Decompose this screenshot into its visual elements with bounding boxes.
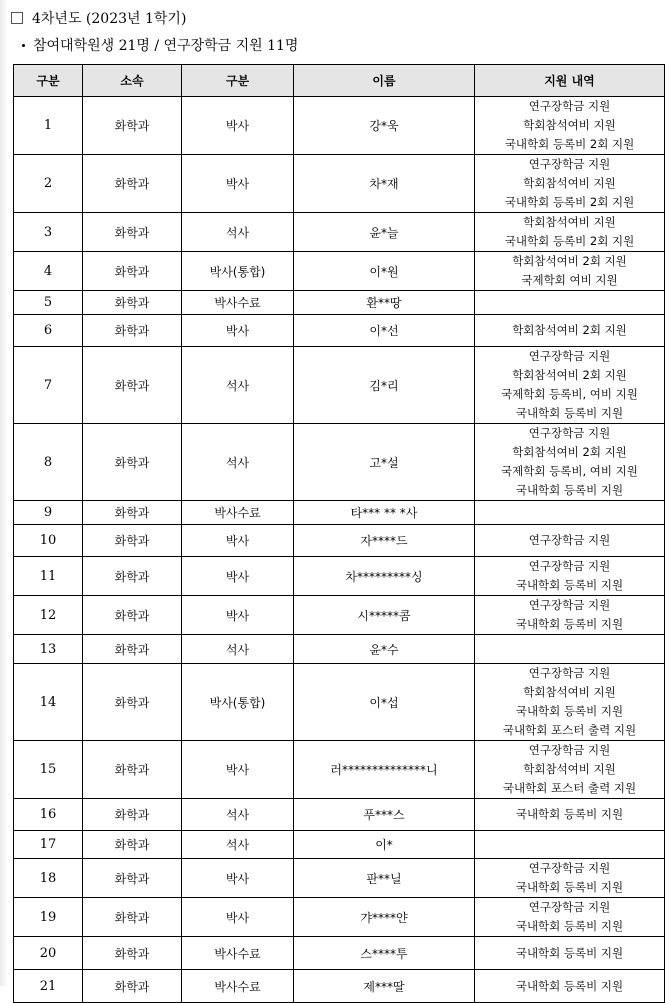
support-item: 국제학회 등록비, 여비 지원 bbox=[501, 464, 638, 478]
cell-number: 14 bbox=[14, 664, 83, 741]
cell-degree: 박사 bbox=[182, 155, 294, 213]
table-row bbox=[14, 937, 665, 970]
cell-name: 제***딸 bbox=[294, 970, 475, 1003]
cell-number: 1 bbox=[14, 97, 83, 155]
support-item: 국내학회 등록비 2회 지원 bbox=[504, 137, 635, 151]
cell-number: 15 bbox=[14, 741, 83, 799]
support-item: 학회참석여비 지원 bbox=[523, 685, 616, 699]
cell-number: 8 bbox=[14, 424, 83, 501]
support-item: 국내학회 등록비 지원 bbox=[515, 919, 624, 933]
cell-number: 13 bbox=[14, 635, 83, 664]
cell-support bbox=[475, 596, 665, 635]
cell-degree: 박사수료 bbox=[182, 970, 294, 1003]
table-row bbox=[14, 424, 665, 501]
page-edge-shade bbox=[0, 0, 8, 986]
cell-department: 화학과 bbox=[83, 252, 182, 291]
cell-number: 18 bbox=[14, 859, 83, 898]
cell-degree: 석사 bbox=[182, 831, 294, 859]
cell-name: 강*욱 bbox=[294, 97, 475, 155]
cell-support bbox=[475, 557, 665, 596]
support-item: 국내학회 등록비 지원 bbox=[515, 704, 624, 718]
header-support: 지원 내역 bbox=[475, 65, 665, 97]
cell-support bbox=[475, 635, 665, 664]
cell-number: 4 bbox=[14, 252, 83, 291]
cell-number: 3 bbox=[14, 213, 83, 252]
cell-department: 화학과 bbox=[83, 347, 182, 424]
cell-department: 화학과 bbox=[83, 898, 182, 937]
cell-department: 화학과 bbox=[83, 831, 182, 859]
cell-support bbox=[475, 347, 665, 424]
cell-support bbox=[475, 315, 665, 347]
cell-degree: 박사 bbox=[182, 97, 294, 155]
cell-number: 6 bbox=[14, 315, 83, 347]
cell-department: 화학과 bbox=[83, 799, 182, 831]
cell-degree: 박사 bbox=[182, 859, 294, 898]
cell-support bbox=[475, 859, 665, 898]
table-row bbox=[14, 501, 665, 525]
cell-degree: 석사 bbox=[182, 424, 294, 501]
support-item: 학회참석여비 2회 지원 bbox=[512, 254, 627, 268]
cell-department: 화학과 bbox=[83, 97, 182, 155]
table-row bbox=[14, 831, 665, 859]
cell-degree: 박사(통합) bbox=[182, 664, 294, 741]
cell-support bbox=[475, 898, 665, 937]
cell-name: 이* bbox=[294, 831, 475, 859]
cell-department: 화학과 bbox=[83, 155, 182, 213]
table-row bbox=[14, 664, 665, 741]
cell-support bbox=[475, 664, 665, 741]
table-header-row bbox=[14, 65, 665, 97]
support-item: 연구장학금 지원 bbox=[528, 559, 611, 573]
cell-number: 9 bbox=[14, 501, 83, 525]
cell-number: 5 bbox=[14, 291, 83, 315]
table-row bbox=[14, 97, 665, 155]
support-item: 연구장학금 지원 bbox=[528, 533, 611, 547]
cell-department: 화학과 bbox=[83, 213, 182, 252]
cell-department: 화학과 bbox=[83, 525, 182, 557]
header-department: 소속 bbox=[83, 65, 182, 97]
support-item: 연구장학금 지원 bbox=[528, 349, 611, 363]
cell-support bbox=[475, 424, 665, 501]
cell-name: 스****투 bbox=[294, 937, 475, 970]
cell-department: 화학과 bbox=[83, 596, 182, 635]
cell-degree: 박사수료 bbox=[182, 937, 294, 970]
cell-name: 윤*늘 bbox=[294, 213, 475, 252]
table-row bbox=[14, 525, 665, 557]
header-no: 구분 bbox=[14, 65, 83, 97]
bullet-icon bbox=[22, 44, 25, 47]
support-item: 국내학회 등록비 지원 bbox=[515, 578, 624, 592]
table-row bbox=[14, 291, 665, 315]
cell-name: 윤*수 bbox=[294, 635, 475, 664]
cell-degree: 석사 bbox=[182, 799, 294, 831]
cell-name: 이*섭 bbox=[294, 664, 475, 741]
cell-name: 고*설 bbox=[294, 424, 475, 501]
cell-department: 화학과 bbox=[83, 970, 182, 1003]
table-row bbox=[14, 315, 665, 347]
cell-number: 19 bbox=[14, 898, 83, 937]
section-heading bbox=[11, 8, 186, 28]
section-summary-text: 참여대학원생 21명 / 연구장학금 지원 11명 bbox=[33, 38, 299, 54]
support-item: 연구장학금 지원 bbox=[528, 743, 611, 757]
student-support-table bbox=[13, 64, 665, 1003]
table-row bbox=[14, 557, 665, 596]
cell-degree: 박사 bbox=[182, 596, 294, 635]
cell-department: 화학과 bbox=[83, 664, 182, 741]
cell-support bbox=[475, 525, 665, 557]
cell-degree: 박사 bbox=[182, 898, 294, 937]
support-item: 국내학회 포스터 출력 지원 bbox=[502, 781, 637, 795]
table-row bbox=[14, 252, 665, 291]
support-item: 국제학회 여비 지원 bbox=[521, 273, 618, 287]
table-body bbox=[14, 97, 665, 1003]
support-item: 국내학회 등록비 지원 bbox=[515, 406, 624, 420]
cell-number: 21 bbox=[14, 970, 83, 1003]
cell-number: 17 bbox=[14, 831, 83, 859]
support-item: 학회참석여비 2회 지원 bbox=[512, 323, 627, 337]
section-summary bbox=[22, 35, 298, 55]
cell-number: 2 bbox=[14, 155, 83, 213]
cell-department: 화학과 bbox=[83, 291, 182, 315]
cell-name: 러**************니 bbox=[294, 741, 475, 799]
table-row bbox=[14, 741, 665, 799]
header-degree: 구분 bbox=[182, 65, 294, 97]
cell-name: 푸***스 bbox=[294, 799, 475, 831]
support-item: 국내학회 등록비 지원 bbox=[515, 945, 624, 960]
support-item: 연구장학금 지원 bbox=[528, 666, 611, 680]
cell-department: 화학과 bbox=[83, 557, 182, 596]
table-row bbox=[14, 859, 665, 898]
support-item: 국제학회 등록비, 여비 지원 bbox=[501, 387, 638, 401]
support-item: 국내학회 등록비 2회 지원 bbox=[504, 234, 635, 248]
support-item: 학회참석여비 2회 지원 bbox=[512, 445, 627, 459]
cell-number: 11 bbox=[14, 557, 83, 596]
cell-degree: 박사수료 bbox=[182, 291, 294, 315]
cell-name: 차*재 bbox=[294, 155, 475, 213]
cell-name: 이*선 bbox=[294, 315, 475, 347]
cell-degree: 석사 bbox=[182, 347, 294, 424]
cell-support bbox=[475, 937, 665, 970]
cell-number: 7 bbox=[14, 347, 83, 424]
cell-name: 판**닐 bbox=[294, 859, 475, 898]
cell-name: 차*********싱 bbox=[294, 557, 475, 596]
support-item: 학회참석여비 2회 지원 bbox=[512, 368, 627, 382]
table-row bbox=[14, 799, 665, 831]
support-item: 학회참석여비 지원 bbox=[523, 176, 616, 190]
support-item: 국내학회 등록비 지원 bbox=[515, 617, 624, 631]
cell-name: 이*원 bbox=[294, 252, 475, 291]
cell-name: 갸****얀 bbox=[294, 898, 475, 937]
table-row bbox=[14, 635, 665, 664]
cell-department: 화학과 bbox=[83, 315, 182, 347]
cell-support bbox=[475, 501, 665, 525]
table-row bbox=[14, 898, 665, 937]
support-item: 국내학회 등록비 지원 bbox=[515, 978, 624, 993]
cell-department: 화학과 bbox=[83, 635, 182, 664]
cell-department: 화학과 bbox=[83, 859, 182, 898]
cell-name: 김*리 bbox=[294, 347, 475, 424]
cell-name: 시*****콤 bbox=[294, 596, 475, 635]
cell-department: 화학과 bbox=[83, 937, 182, 970]
support-item: 학회참석여비 지원 bbox=[523, 762, 616, 776]
cell-name: 자****드 bbox=[294, 525, 475, 557]
cell-number: 20 bbox=[14, 937, 83, 970]
cell-support bbox=[475, 97, 665, 155]
cell-department: 화학과 bbox=[83, 741, 182, 799]
cell-name: 타*** ** *사 bbox=[294, 501, 475, 525]
cell-support bbox=[475, 155, 665, 213]
support-item: 국내학회 등록비 지원 bbox=[515, 880, 624, 894]
table-row bbox=[14, 155, 665, 213]
cell-number: 16 bbox=[14, 799, 83, 831]
cell-degree: 석사 bbox=[182, 213, 294, 252]
support-item: 연구장학금 지원 bbox=[528, 900, 611, 914]
table-row bbox=[14, 970, 665, 1003]
cell-degree: 박사 bbox=[182, 315, 294, 347]
support-item: 국내학회 등록비 지원 bbox=[515, 483, 624, 497]
cell-degree: 박사 bbox=[182, 557, 294, 596]
table-row bbox=[14, 596, 665, 635]
support-item: 국내학회 등록비 2회 지원 bbox=[504, 195, 635, 209]
header-name: 이름 bbox=[294, 65, 475, 97]
cell-department: 화학과 bbox=[83, 501, 182, 525]
empty-checkbox-icon bbox=[11, 12, 23, 24]
cell-name: 환**땅 bbox=[294, 291, 475, 315]
cell-degree: 박사수료 bbox=[182, 501, 294, 525]
table-row bbox=[14, 347, 665, 424]
cell-degree: 박사 bbox=[182, 741, 294, 799]
cell-support bbox=[475, 213, 665, 252]
support-item: 학회참석여비 지원 bbox=[523, 118, 616, 132]
cell-department: 화학과 bbox=[83, 424, 182, 501]
cell-degree: 석사 bbox=[182, 635, 294, 664]
cell-support bbox=[475, 741, 665, 799]
cell-support bbox=[475, 252, 665, 291]
table-row bbox=[14, 213, 665, 252]
support-item: 연구장학금 지원 bbox=[528, 598, 611, 612]
support-item: 연구장학금 지원 bbox=[528, 861, 611, 875]
cell-number: 10 bbox=[14, 525, 83, 557]
support-item: 연구장학금 지원 bbox=[528, 157, 611, 171]
cell-degree: 박사(통합) bbox=[182, 252, 294, 291]
cell-number: 12 bbox=[14, 596, 83, 635]
support-item: 국내학회 등록비 지원 bbox=[515, 807, 624, 821]
section-heading-text: 4차년도 (2023년 1학기) bbox=[32, 11, 187, 27]
support-item: 연구장학금 지원 bbox=[528, 99, 611, 113]
cell-support bbox=[475, 291, 665, 315]
support-item: 학회참석여비 지원 bbox=[523, 215, 616, 229]
support-item: 국내학회 포스터 출력 지원 bbox=[502, 723, 637, 737]
cell-degree: 박사 bbox=[182, 525, 294, 557]
cell-support bbox=[475, 831, 665, 859]
support-item: 연구장학금 지원 bbox=[528, 426, 611, 440]
cell-support bbox=[475, 970, 665, 1003]
cell-support bbox=[475, 799, 665, 831]
